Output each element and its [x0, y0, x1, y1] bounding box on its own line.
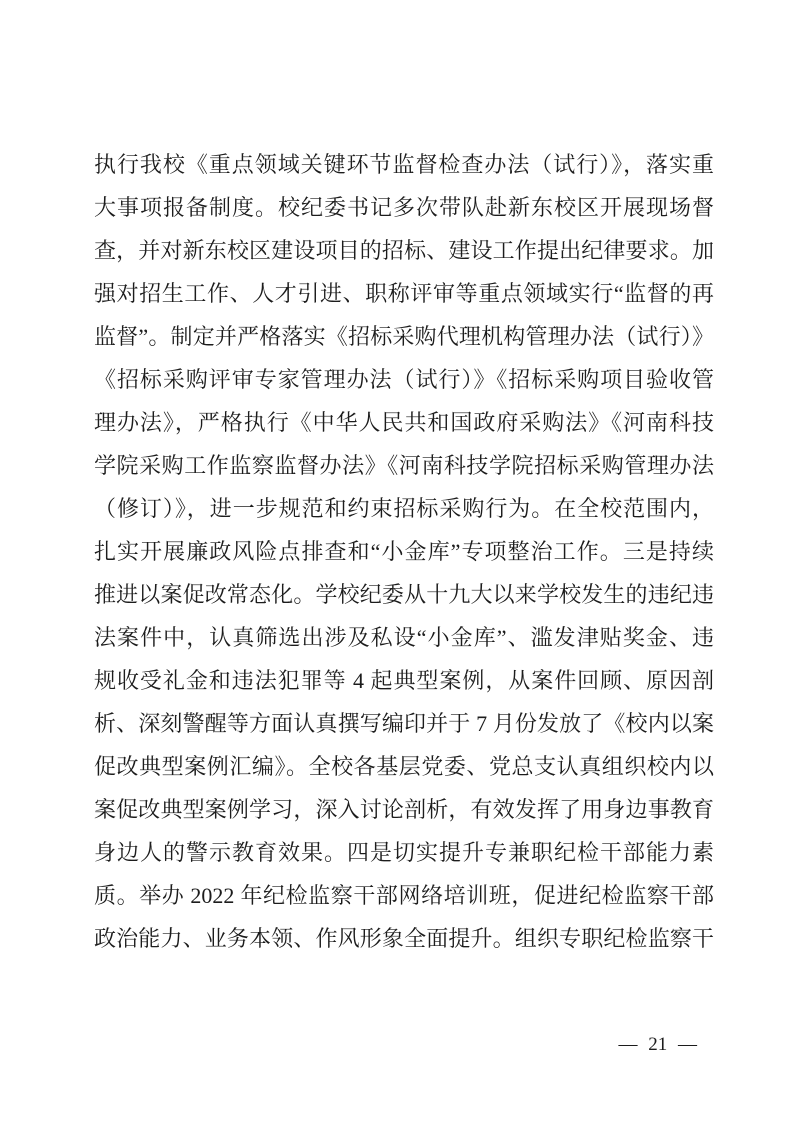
body-text-line: 理办法》，严格执行《中华人民共和国政府采购法》《河南科技: [94, 410, 714, 435]
body-text-line: 《招标采购评审专家管理办法（试行）》《招标采购项目验收管: [94, 367, 714, 392]
body-text-line: 身边人的警示教育效果。四是切实提升专兼职纪检干部能力素: [94, 840, 714, 865]
body-text-line: 扎实开展廉政风险点排查和“小金库”专项整治工作。三是持续: [94, 539, 714, 564]
body-text-line: 强对招生工作、人才引进、职称评审等重点领域实行“监督的再: [94, 281, 714, 306]
body-text-block: [94, 143, 714, 960]
body-text-line: 查，并对新东校区建设项目的招标、建设工作提出纪律要求。加: [94, 238, 714, 263]
body-text-line: 析、深刻警醒等方面认真撰写编印并于 7 月份发放了《校内以案: [94, 711, 714, 736]
body-text-line: 监督”。制定并严格落实《招标采购代理机构管理办法（试行）》: [94, 324, 714, 349]
body-text-line: 法案件中，认真筛选出涉及私设“小金库”、滥发津贴奖金、违: [94, 625, 715, 650]
body-text-line: 执行我校《重点领域关键环节监督检查办法（试行）》，落实重: [94, 152, 714, 177]
body-text-line: 大事项报备制度。校纪委书记多次带队赴新东校区开展现场督: [94, 195, 714, 220]
body-text-line: （修订）》，进一步规范和约束招标采购行为。在全校范围内，: [94, 496, 714, 521]
page-number: — 21 —: [618, 1034, 697, 1055]
body-text-line: 促改典型案例汇编》。全校各基层党委、党总支认真组织校内以: [94, 754, 714, 779]
body-text-line: 质。举办 2022 年纪检监察干部网络培训班，促进纪检监察干部: [94, 883, 714, 908]
body-text-line: 政治能力、业务本领、作风形象全面提升。组织专职纪检监察干: [94, 926, 714, 951]
body-text-line: 学院采购工作监察监督办法》《河南科技学院招标采购管理办法: [94, 453, 714, 478]
body-text-line: 案促改典型案例学习，深入讨论剖析，有效发挥了用身边事教育: [94, 797, 714, 822]
body-text-line: 规收受礼金和违法犯罪等 4 起典型案例，从案件回顾、原因剖: [94, 668, 714, 693]
body-text-line: 推进以案促改常态化。学校纪委从十九大以来学校发生的违纪违: [94, 582, 714, 607]
